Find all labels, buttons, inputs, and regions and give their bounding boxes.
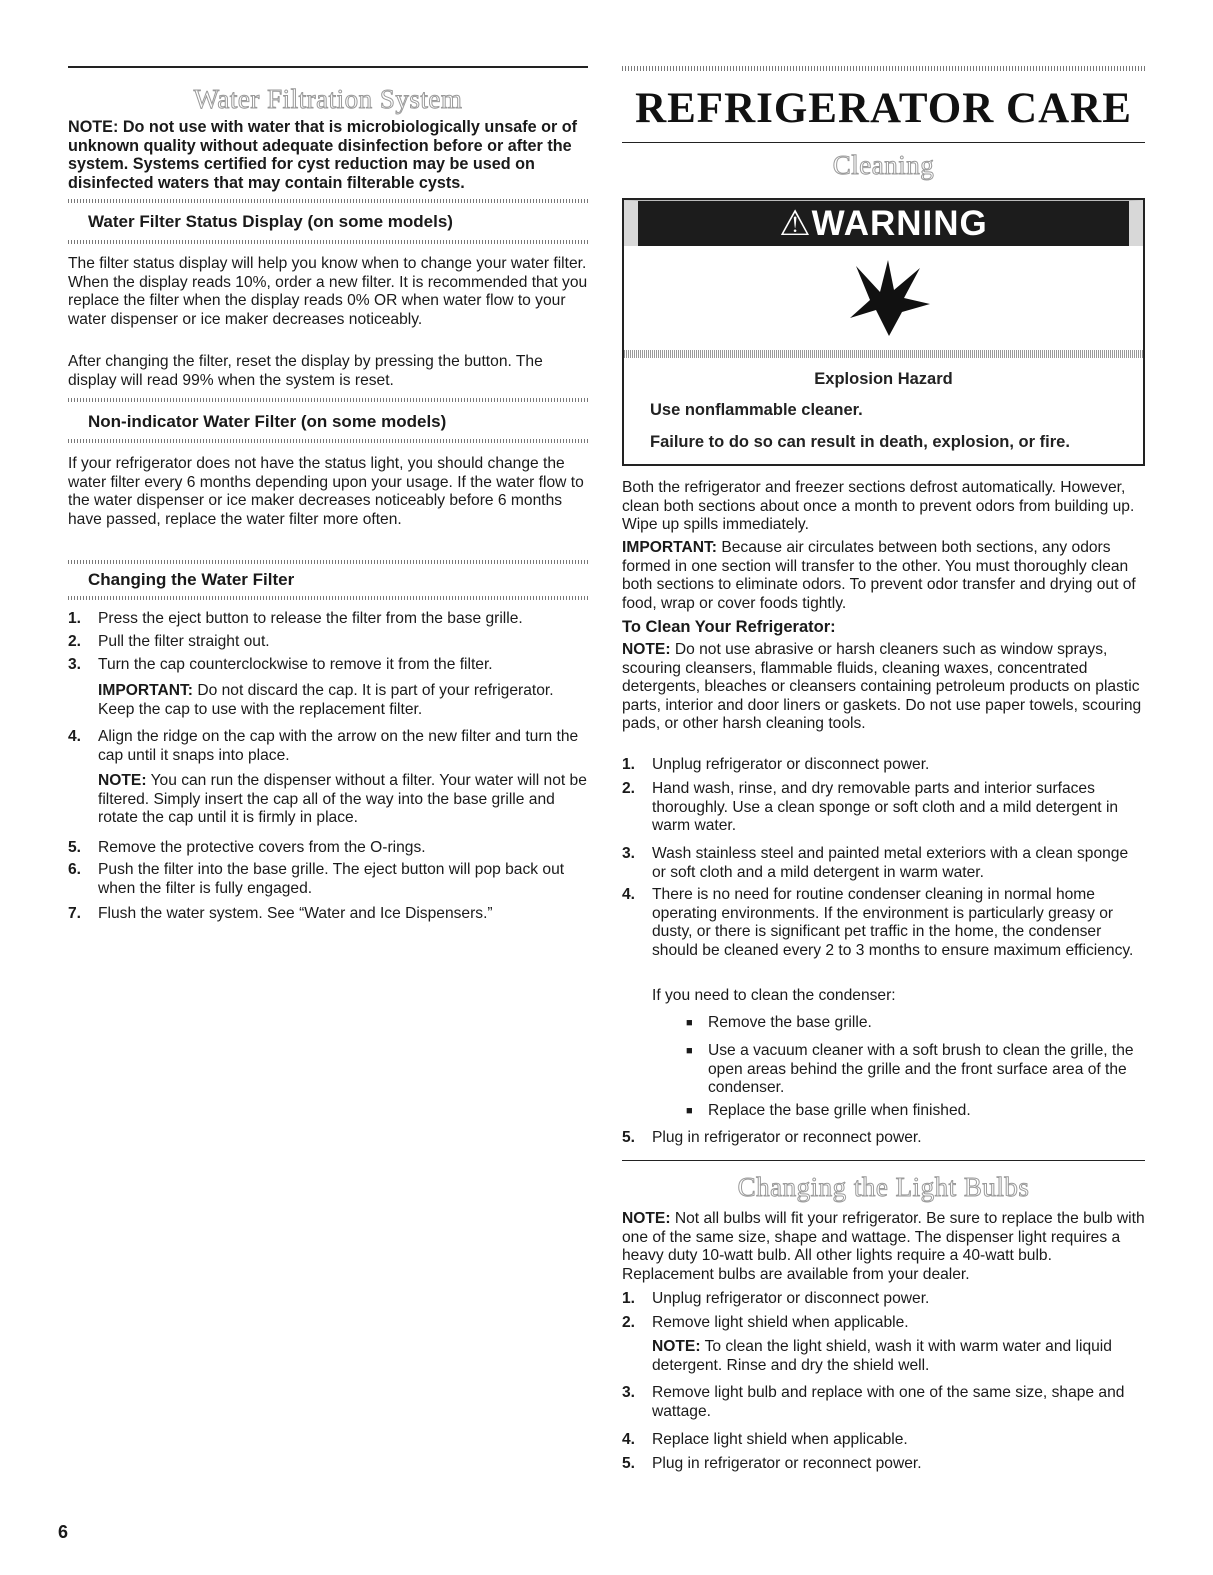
warning-line-2: Failure to do so can result in death, explosion, or fire. [650,433,1070,451]
step-number: 1. [622,1290,636,1307]
important-label: IMPORTANT: [622,539,717,556]
bullet-icon: ■ [686,1105,693,1117]
step-text: Replace light shield when applicable. [652,1431,908,1448]
clean-note-text: Do not use abrasive or harsh cleaners such as window sprays, scouring cleansers, flammable fluids, cleaning waxes, concentrated detergents, bleaches or cleansers containing petroleum products on plastic parts, interior and door liners or gaskets. Do not use paper towels, scouring pads, or other harsh cleaning tools. [622,641,1142,732]
bulbs-note-text: Not all bulbs will fit your refrigerator. Be sure to replace the bulb with one of the same size, shape and wattage. The dispenser light requires a heavy duty 10-watt bulb. All other lights require a 40-watt bulb. Replacement bulbs are available from your dealer. [622,1210,1145,1283]
bullet-icon: ■ [686,1045,693,1057]
divider [68,596,588,600]
non-indicator-paragraph: If your refrigerator does not have the status light, you should change the water filter every 6 months depending upon your usage. If the water flow to the water dispenser or ice maker decreases noticeably before 6 months have passed, replace the water filter more often. [68,455,584,528]
step-number: 4. [622,886,636,903]
section-rule [622,1160,1145,1161]
step-number: 2. [68,633,82,650]
step-text: Pull the filter straight out. [98,633,270,650]
step-number: 1. [68,610,82,627]
page-title: REFRIGERATOR CARE [635,85,1132,132]
step-4-note-text: You can run the dispenser without a filter. Your water will not be filtered. Simply insert the cap all of the way into the base grille and rotate the cap until it is firmly in place. [98,772,587,826]
condenser-bullet: Replace the base grille when finished. [708,1102,971,1119]
intro-note: NOTE: Do not use with water that is microbiologically unsafe or of unknown quality without adequate disinfection before or after the system. Systems certified for cyst reduction may be used on disinfected waters that may contain filterable cysts. [68,118,578,192]
important-label: IMPORTANT: [98,682,193,699]
step-number: 1. [622,756,636,773]
step-text: Unplug refrigerator or disconnect power. [652,756,930,773]
step-text: Remove light shield when applicable. [652,1314,909,1331]
title-rule [622,142,1145,143]
heading-changing-filter: Changing the Water Filter [88,570,295,589]
divider [68,398,588,402]
note-label: NOTE: [622,1210,671,1227]
step-number: 2. [622,780,636,797]
step-text: Unplug refrigerator or disconnect power. [652,1290,930,1307]
step-text: Press the eject button to release the filter from the base grille. [98,610,523,627]
top-rule [68,66,588,68]
bullet-icon: ■ [686,1017,693,1029]
status-display-reset-paragraph: After changing the filter, reset the display by pressing the button. The display will read 99% when the system is reset. [68,353,543,389]
defrost-paragraph: Both the refrigerator and freezer sections defrost automatically. However, clean both sections about once a month to prevent odors from building up. Wipe up spills immediately. [622,479,1135,533]
step-number: 4. [68,728,82,745]
condenser-bullet: Remove the base grille. [708,1014,872,1031]
step-number: 3. [68,656,82,673]
note-label: NOTE: [652,1338,701,1355]
step-text: Remove the protective covers from the O-rings. [98,839,426,856]
note-label: NOTE: [622,641,671,658]
bulb-step-2-note-text: To clean the light shield, wash it with warm water and liquid detergent. Rinse and dry the shield well. [652,1338,1112,1374]
step-text: Wash stainless steel and painted metal exteriors with a clean sponge or soft cloth and a mild detergent in warm water. [652,845,1129,881]
bulb-step-2-note [652,1338,1145,1375]
divider [68,439,588,443]
step-number: 3. [622,845,636,862]
warning-banner-text: ⚠WARNING [779,204,988,243]
step-number: 5. [622,1455,636,1472]
condenser-bullet: Use a vacuum cleaner with a soft brush to clean the grille, the open areas behind the grille and the front surface area of the condenser. [708,1042,1134,1096]
important-text: Because air circulates between both sections, any odors formed in one section will transfer to the other. You must thoroughly clean both sections to eliminate odors. To prevent odor transfer and drying out of food, wrap or cover foods tightly. [622,539,1136,612]
top-rule [622,66,1145,71]
clean-heading: To Clean Your Refrigerator: [622,618,836,636]
section-title-light-bulbs: Changing the Light Bulbs [737,1172,1030,1202]
step-number: 2. [622,1314,636,1331]
divider [68,560,588,564]
clean-note [622,641,1145,734]
step-text: Flush the water system. See “Water and Ice Dispensers.” [98,905,493,922]
warning-line-1: Use nonflammable cleaner. [650,401,863,419]
step-text: Plug in refrigerator or reconnect power. [652,1455,922,1472]
page-number: 6 [58,1522,69,1542]
step-3-important-note [98,682,588,719]
section-title-water-filtration: Water Filtration System [193,84,463,114]
heading-non-indicator: Non-indicator Water Filter (on some models) [88,412,447,431]
section-title-cleaning: Cleaning [832,150,935,180]
step-text: Push the filter into the base grille. The eject button will pop back out when the filter is fully engaged. [98,861,565,897]
step-4-note [98,772,588,828]
heading-status-display: Water Filter Status Display (on some models) [88,212,453,231]
step-text: Plug in refrigerator or reconnect power. [652,1129,922,1146]
divider [68,240,588,244]
step-number: 5. [622,1129,636,1146]
bulbs-note [622,1210,1145,1284]
step-number: 3. [622,1384,636,1401]
warning-box [622,198,1145,466]
step-text: Align the ridge on the cap with the arrow on the new filter and turn the cap until it snaps into place. [98,728,579,764]
warning-divider [624,350,1143,358]
warning-hazard: Explosion Hazard [814,370,953,388]
step-text: There is no need for routine condenser cleaning in normal home operating environments. If the environment is particularly greasy or dusty, or there is significant pet traffic in the home, the condenser should be cleaned every 2 to 3 months to ensure maximum efficiency. [652,886,1134,959]
condenser-intro: If you need to clean the condenser: [652,987,896,1004]
step-text: Turn the cap counterclockwise to remove it from the filter. [98,656,493,673]
step-3-note-text: Do not discard the cap. It is part of your refrigerator. Keep the cap to use with the replacement filter. [98,682,554,718]
step-number: 7. [68,905,82,922]
status-display-paragraph: The filter status display will help you know when to change your water filter. When the display reads 10%, order a new filter. It is recommended that you replace the filter when the display reads 0% OR when water flow to your water dispenser or ice maker decreases noticeably. [68,255,588,328]
important-paragraph [622,539,1145,613]
step-text: Remove light bulb and replace with one of the same size, shape and wattage. [652,1384,1125,1420]
note-label: NOTE: [98,772,147,789]
explosion-icon [846,258,932,338]
warning-banner [624,200,1143,246]
divider [68,199,588,203]
step-number: 6. [68,861,82,878]
step-number: 5. [68,839,82,856]
step-number: 4. [622,1431,636,1448]
step-text: Hand wash, rinse, and dry removable parts and interior surfaces thoroughly. Use a clean sponge or soft cloth and a mild detergent in warm water. [652,780,1119,834]
